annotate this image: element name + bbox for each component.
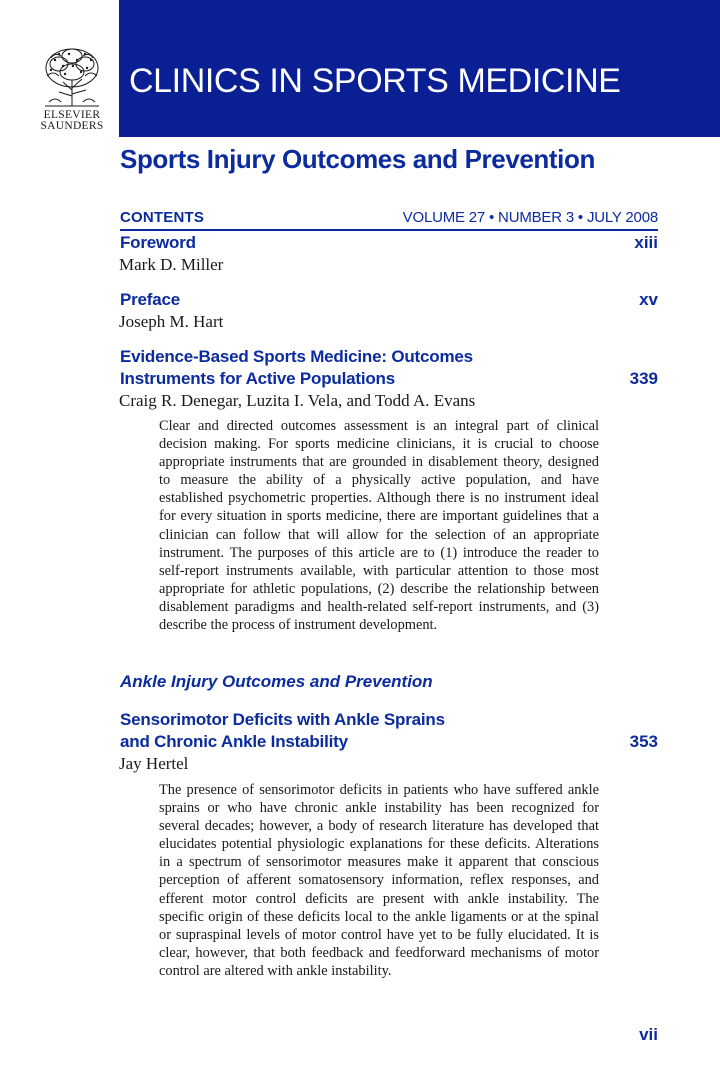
entry-page-number: xiii (634, 233, 658, 252)
toc-entry-sensorimotor[interactable] (120, 709, 658, 775)
publisher-logo (36, 46, 108, 138)
entry-title-line-2: Instruments for Active Populations (120, 369, 395, 388)
entry-author: Craig R. Denegar, Luzita I. Vela, and Todd A. Evans (119, 391, 476, 410)
toc-entry-evidence-based[interactable] (120, 346, 658, 412)
section-heading: Ankle Injury Outcomes and Prevention (120, 672, 433, 691)
entry-title-line-2: and Chronic Ankle Instability (120, 732, 348, 751)
volume-line: VOLUME 27 • NUMBER 3 • JULY 2008 (402, 209, 658, 226)
entry-title-line-1: Sensorimotor Deficits with Ankle Sprains (120, 710, 445, 729)
entry-abstract: Clear and directed outcomes assessment is an integral part of clinical decision making. For sports medicine clinicians, it is crucial to choose appropriate instruments that are grounded in disablement theory, designed to measure the ability of a physically active population, and have established psychometric properties. Although there is no instrument ideal for every situation in sports medicine, there are important guidelines that a clinician can follow that will allow for the selection of an appropriate instrument. The purposes of this article are to (1) introduce the reader to self-report instruments available, with particular attention to those most appropriate for athletic populations, (2) describe the relationship between disablement paradigms and health-related self-report instruments, and (3) describe the process of instrument development. (159, 418, 599, 634)
contents-bar (120, 209, 658, 231)
entry-author: Jay Hertel (119, 754, 189, 773)
entry-title-line-1: Evidence-Based Sports Medicine: Outcomes (120, 347, 473, 366)
entry-page-number: 353 (629, 732, 658, 751)
entry-title: Foreword (120, 233, 196, 252)
entry-page-number: 339 (629, 369, 658, 388)
journal-name: CLINICS IN SPORTS MEDICINE (129, 62, 621, 100)
entry-page-number: xv (639, 290, 658, 309)
elsevier-tree-icon (41, 46, 103, 108)
contents-label: CONTENTS (120, 209, 205, 226)
entry-author: Joseph M. Hart (119, 312, 224, 331)
entry-author: Mark D. Miller (119, 255, 224, 274)
entry-title: Preface (120, 290, 181, 309)
page-folio: vii (639, 1025, 658, 1044)
toc-entry-preface[interactable] (120, 289, 658, 333)
issue-title: Sports Injury Outcomes and Prevention (120, 144, 595, 174)
publisher-wordmark-elsevier: ELSEVIER (43, 109, 101, 121)
entry-abstract: The presence of sensorimotor deficits in patients who have suffered ankle sprains or who have chronic ankle instability has been recognized for several decades; however, a body of research literature has developed that elucidates potential physiologic explanations for these deficits. Alterations in a spectrum of sensorimotor measures make it apparent that conscious perception of afferent somatosensory information, reflex responses, and efferent motor control deficits are present with ankle instability. The specific origin of these deficits local to the ankle ligaments or at the spinal or supraspinal levels of motor control have yet to be fully elucidated. It is clear, however, that both feedback and feedforward mechanisms of motor control are altered with ankle instability. (159, 782, 599, 979)
publisher-wordmark-saunders: SAUNDERS (40, 120, 104, 132)
journal-header-band (119, 0, 720, 137)
toc-entry-foreword[interactable] (120, 232, 658, 276)
